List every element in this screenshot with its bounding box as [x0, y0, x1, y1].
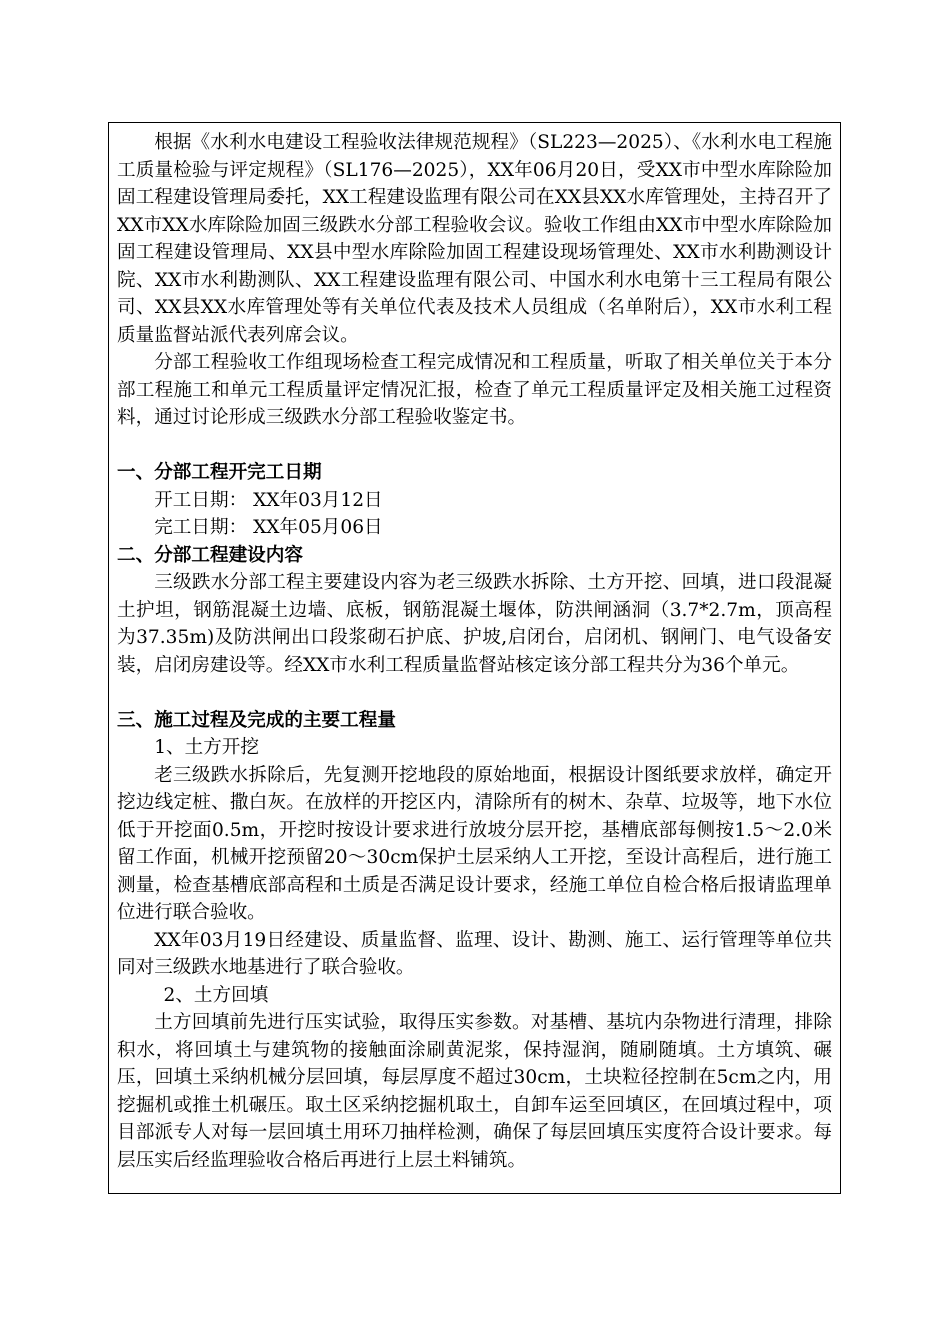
section-heading-dates: 一、分部工程开完工日期	[117, 462, 322, 483]
spacer	[117, 432, 832, 460]
document-frame	[108, 122, 841, 1194]
joint-acceptance-paragraph: XX年03月19日经建设、质量监督、监理、设计、勘测、施工、运行管理等单位共同对三级跌水地基进行了联合验收。	[117, 929, 832, 978]
end-date: 完工日期： XX年05月06日	[154, 517, 383, 538]
content-paragraph: 三级跌水分部工程主要建设内容为老三级跌水拆除、土方开挖、回填，进口段混凝土护坦，钢筋混凝土边墙、底板，钢筋混凝土堰体，防洪闸涵洞（3.7*2.7m，顶高程为37.35m)及防洪闸出口段浆砌石护底、护坡,启闭台，启闭机、钢闸门、电气设备安装，启闭房建设等。经XX市水利工程质量监督站核定该分部工程共分为36个单元。	[117, 572, 832, 676]
intro-paragraph-2: 分部工程验收工作组现场检查工程完成情况和工程质量，听取了相关单位关于本分部工程施工和单元工程质量评定情况汇报，检查了单元工程质量评定及相关施工过程资料，通过讨论形成三级跌水分部工程验收鉴定书。	[117, 352, 832, 428]
section-heading-content: 二、分部工程建设内容	[117, 544, 303, 566]
intro-paragraph-1: 根据《水利水电建设工程验收法律规范规程》（SL223—2025）、《水利水电工程施工质量检验与评定规程》（SL176—2025），XX年06月20日，受XX市中型水库除险加固工程建设管理局委托，XX工程建设监理有限公司在XX县XX水库管理处，主持召开了XX市XX水库除险加固三级跌水分部工程验收会议。验收工作组由XX市中型水库除险加固工程建设管理局、XX县中型水库除险加固工程建设现场管理处、XX市水利勘测设计院、XX市水利勘测队、XX工程建设监理有限公司、中国水利水电第十三工程局有限公司、XX县XX水库管理处等有关单位代表及技术人员组成（名单附后），XX市水利工程质量监督站派代表列席会议。	[117, 132, 832, 346]
excavation-paragraph: 老三级跌水拆除后，先复测开挖地段的原始地面，根据设计图纸要求放样，确定开挖边线定桩、撒白灰。在放样的开挖区内，清除所有的树木、杂草、垃圾等，地下水位低于开挖面0.5m，开挖时按设计要求进行放坡分层开挖，基槽底部每侧按1.5～2.0米留工作面，机械开挖预留20～30cm保护土层采纳人工开挖，至设计高程后，进行施工测量，检查基槽底部高程和土质是否满足设计要求，经施工单位自检合格后报请监理单位进行联合验收。	[117, 764, 832, 923]
backfill-paragraph: 土方回填前先进行压实试验，取得压实参数。对基槽、基坑内杂物进行清理，排除积水，将回填土与建筑物的接触面涂刷黄泥浆，保持湿润，随刷随填。土方填筑、碾压，回填土采纳机械分层回填，每层厚度不超过30cm，土块粒径控制在5cm之内，用挖掘机或推土机碾压。取土区采纳挖掘机取土，自卸车运至回填区，在回填过程中，项目部派专人对每一层回填土用环刀抽样检测，确保了每层回填压实度符合设计要求。每层压实后经监理验收合格后再进行上层土料铺筑。	[117, 1012, 832, 1171]
subheading-excavation: 1、土方开挖	[154, 737, 259, 758]
section-heading-process: 三、施工过程及完成的主要工程量	[117, 709, 396, 731]
subheading-backfill: 2、土方回填	[163, 984, 269, 1006]
start-date: 开工日期： XX年03月12日	[154, 489, 383, 511]
spacer	[117, 679, 832, 707]
